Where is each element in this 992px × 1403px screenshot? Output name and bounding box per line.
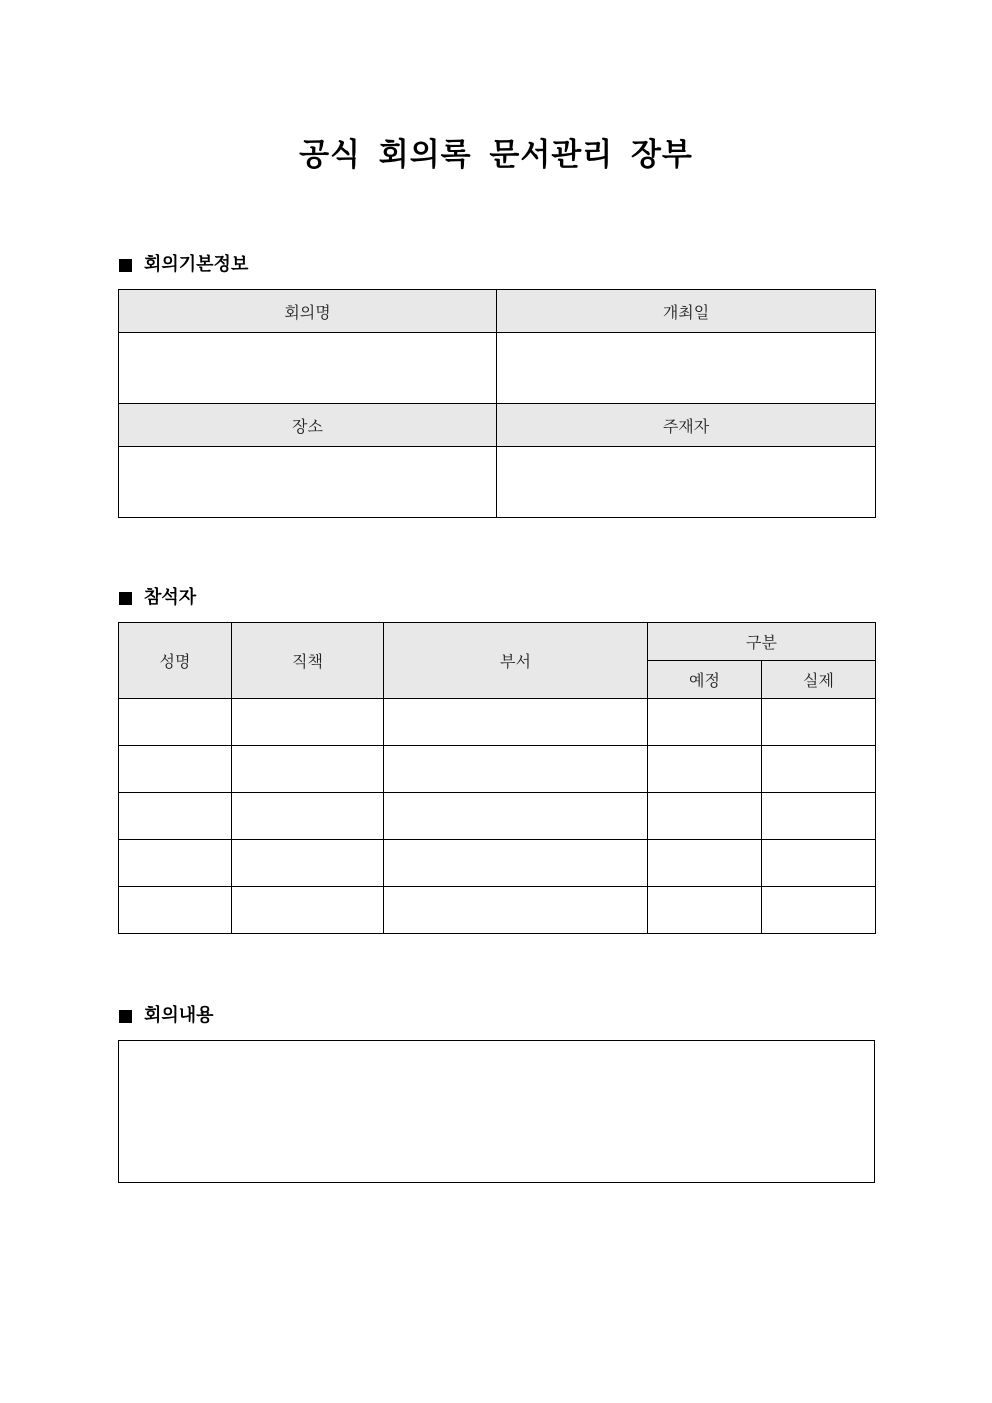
attendee-department-cell[interactable] xyxy=(384,793,648,840)
attendee-name-cell[interactable] xyxy=(119,746,232,793)
attendee-actual-cell[interactable] xyxy=(762,840,876,887)
attendee-planned-cell[interactable] xyxy=(648,840,762,887)
attendee-actual-cell[interactable] xyxy=(762,887,876,934)
table-row xyxy=(119,699,876,746)
attendee-planned-cell[interactable] xyxy=(648,746,762,793)
attendee-planned-cell[interactable] xyxy=(648,793,762,840)
table-row xyxy=(119,793,876,840)
attendee-department-cell[interactable] xyxy=(384,699,648,746)
attendee-position-cell[interactable] xyxy=(232,699,384,746)
attendee-actual-cell[interactable] xyxy=(762,793,876,840)
meeting-content-box[interactable] xyxy=(118,1040,875,1183)
section-heading-basic-info xyxy=(119,253,248,277)
meeting-name-field[interactable] xyxy=(119,333,497,404)
attendee-name-cell[interactable] xyxy=(119,793,232,840)
table-row xyxy=(119,840,876,887)
attendee-position-cell[interactable] xyxy=(232,793,384,840)
actual-column-header: 실제 xyxy=(762,661,876,699)
attendee-name-cell[interactable] xyxy=(119,840,232,887)
planned-column-header: 예정 xyxy=(648,661,762,699)
attendee-actual-cell[interactable] xyxy=(762,746,876,793)
location-field[interactable] xyxy=(119,447,497,518)
meeting-date-header: 개최일 xyxy=(497,290,876,333)
attendee-position-cell[interactable] xyxy=(232,746,384,793)
section-heading-label: 회의기본정보 xyxy=(144,254,249,275)
black-square-icon xyxy=(119,592,132,605)
position-column-header: 직책 xyxy=(232,623,384,699)
attendee-department-cell[interactable] xyxy=(384,746,648,793)
location-header: 장소 xyxy=(119,404,497,447)
black-square-icon xyxy=(119,1010,132,1023)
black-square-icon xyxy=(119,259,132,272)
section-heading-label: 회의내용 xyxy=(144,1005,214,1026)
basic-info-table xyxy=(118,289,876,518)
table-row xyxy=(119,746,876,793)
department-column-header: 부서 xyxy=(384,623,648,699)
attendee-actual-cell[interactable] xyxy=(762,699,876,746)
attendee-department-cell[interactable] xyxy=(384,887,648,934)
meeting-date-field[interactable] xyxy=(497,333,876,404)
section-heading-content xyxy=(119,1004,214,1028)
page-title: 공식 회의록 문서관리 장부 xyxy=(299,137,693,173)
attendee-planned-cell[interactable] xyxy=(648,887,762,934)
host-field[interactable] xyxy=(497,447,876,518)
attendee-name-cell[interactable] xyxy=(119,699,232,746)
attendee-name-cell[interactable] xyxy=(119,887,232,934)
table-row xyxy=(119,887,876,934)
attendee-position-cell[interactable] xyxy=(232,887,384,934)
meeting-name-header: 회의명 xyxy=(119,290,497,333)
category-column-header: 구분 xyxy=(648,623,876,661)
section-heading-attendees xyxy=(119,586,196,610)
host-header: 주재자 xyxy=(497,404,876,447)
attendee-position-cell[interactable] xyxy=(232,840,384,887)
attendee-department-cell[interactable] xyxy=(384,840,648,887)
attendees-table xyxy=(118,622,876,934)
name-column-header: 성명 xyxy=(119,623,232,699)
section-heading-label: 참석자 xyxy=(144,587,197,608)
attendee-planned-cell[interactable] xyxy=(648,699,762,746)
